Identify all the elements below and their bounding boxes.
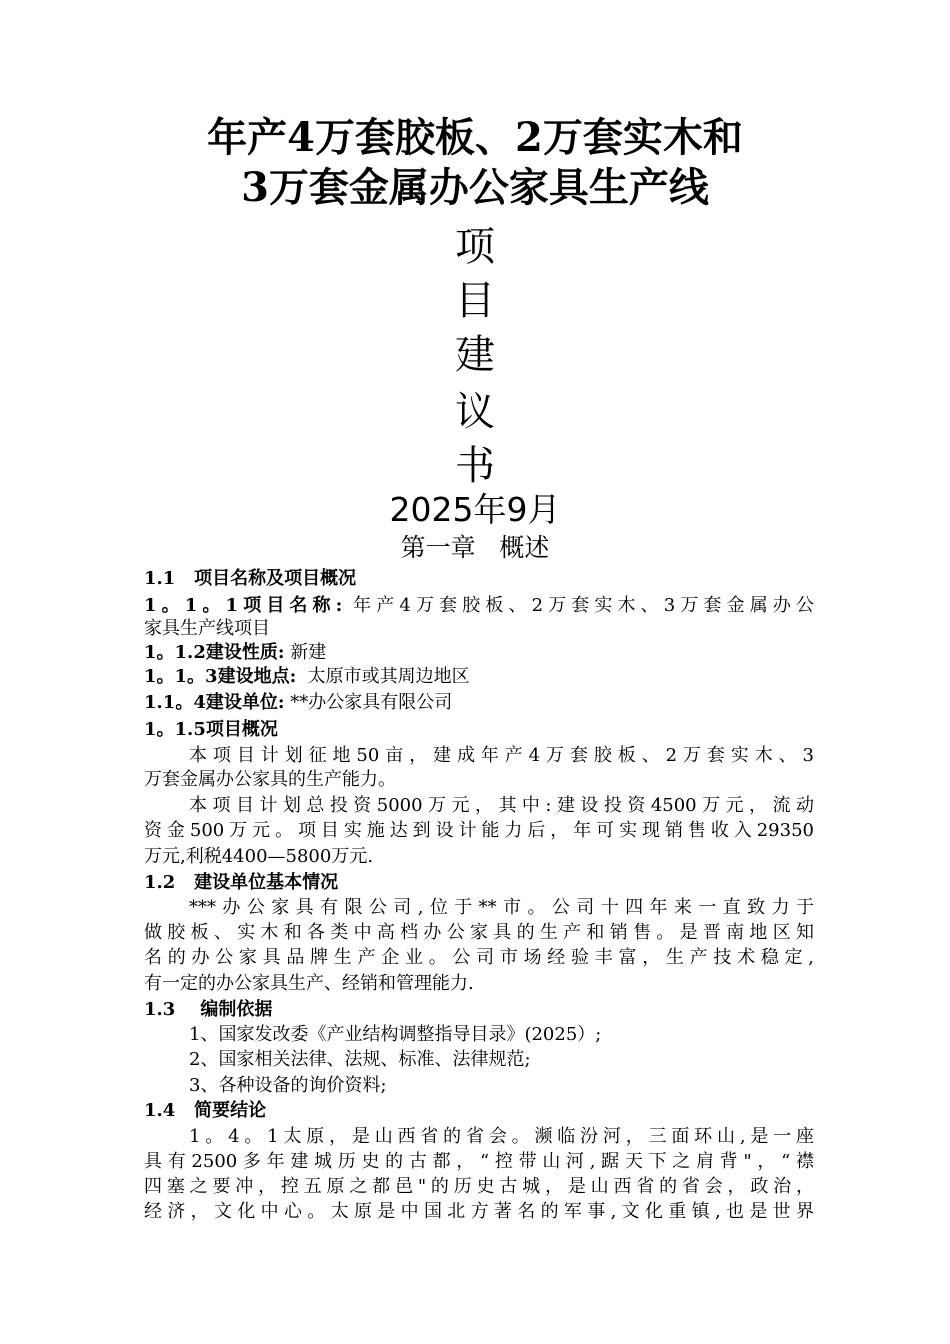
cover-date: 2025年9月 bbox=[389, 490, 561, 529]
construction-unit-line bbox=[144, 688, 814, 717]
cover-title-line-1: 年产4万套胶板、2万套实木和 bbox=[207, 114, 743, 161]
doc-type-char: 书 bbox=[455, 443, 495, 489]
field-label: 1.1。4建设单位: bbox=[144, 692, 285, 713]
paragraph-line: 有一定的办公家具生产、经销和管理能力. bbox=[144, 973, 474, 994]
list-item: 2、国家相关法律、法规、标准、法律规范; bbox=[189, 1049, 531, 1070]
field-value: 年产4万套胶板、2万套实木、3万套金属办公 bbox=[342, 595, 814, 616]
paragraph-line: ***办公家具有限公司,位于**市。公司十四年来一直致力于 bbox=[189, 897, 814, 918]
chapter-heading: 第一章 概述 bbox=[400, 533, 550, 562]
section-heading-1-2: 1.2 建设单位基本情况 bbox=[144, 872, 339, 893]
paragraph-line: 本项目计划征地50亩，建成年产4万套胶板、2万套实木、3 bbox=[189, 745, 814, 766]
construction-site-line bbox=[144, 662, 814, 691]
paragraph-line: 资金500万元。项目实施达到设计能力后，年可实现销售收入29350 bbox=[144, 820, 814, 841]
doc-type-char: 目 bbox=[455, 278, 495, 324]
cover-title-line-2: 3万套金属办公家具生产线 bbox=[241, 164, 709, 211]
field-label: 1。1。1项目名称: bbox=[144, 595, 343, 616]
paragraph-line: 万套金属办公家具的生产能力。 bbox=[144, 769, 396, 790]
paragraph-line: 具有2500多年建城历史的古都，“控带山河,踞天下之肩背"，“襟 bbox=[144, 1151, 814, 1172]
section-heading-1-4: 1.4 简要结论 bbox=[144, 1100, 267, 1121]
paragraph-line: 经济，文化中心。太原是中国北方著名的军事,文化重镇,也是世界 bbox=[144, 1201, 814, 1222]
section-heading-1-1: 1.1 项目名称及项目概况 bbox=[144, 568, 357, 589]
doc-type-char: 议 bbox=[455, 389, 495, 435]
doc-type-char: 项 bbox=[455, 224, 495, 270]
paragraph-line: 本项目计划总投资5000万元，其中:建设投资4500万元，流动 bbox=[189, 795, 814, 816]
paragraph-line: 名的办公家具品牌生产企业。公司市场经验丰富，生产技术稳定, bbox=[144, 947, 814, 968]
field-label: 1。1。3建设地点: bbox=[144, 666, 297, 687]
list-item: 1、国家发改委《产业结构调整指导目录》(2025）; bbox=[189, 1024, 602, 1045]
field-label: 1。1.2建设性质: bbox=[144, 642, 285, 663]
field-value: 太原市或其周边地区 bbox=[296, 666, 470, 687]
field-value: **办公家具有限公司 bbox=[284, 692, 453, 713]
list-item: 3、各种设备的询价资料; bbox=[189, 1075, 387, 1096]
paragraph-line: 做胶板、实木和各类中高档办公家具的生产和销售。是晋南地区知 bbox=[144, 922, 814, 943]
section-heading-1-1-5: 1。1.5项目概况 bbox=[144, 719, 278, 740]
doc-type-char: 建 bbox=[455, 332, 495, 378]
project-name-line-2: 家具生产线项目 bbox=[144, 618, 270, 639]
paragraph-line: 1。4。1太原，是山西省的省会。濒临汾河，三面环山,是一座 bbox=[189, 1126, 814, 1147]
field-value: 新建 bbox=[284, 642, 327, 663]
paragraph-line: 万元,利税4400—5800万元. bbox=[144, 846, 374, 867]
paragraph-line: 四塞之要冲，控五原之都邑"的历史古城，是山西省的省会，政治， bbox=[144, 1176, 814, 1197]
section-heading-1-3: 1.3 编制依据 bbox=[144, 999, 273, 1020]
